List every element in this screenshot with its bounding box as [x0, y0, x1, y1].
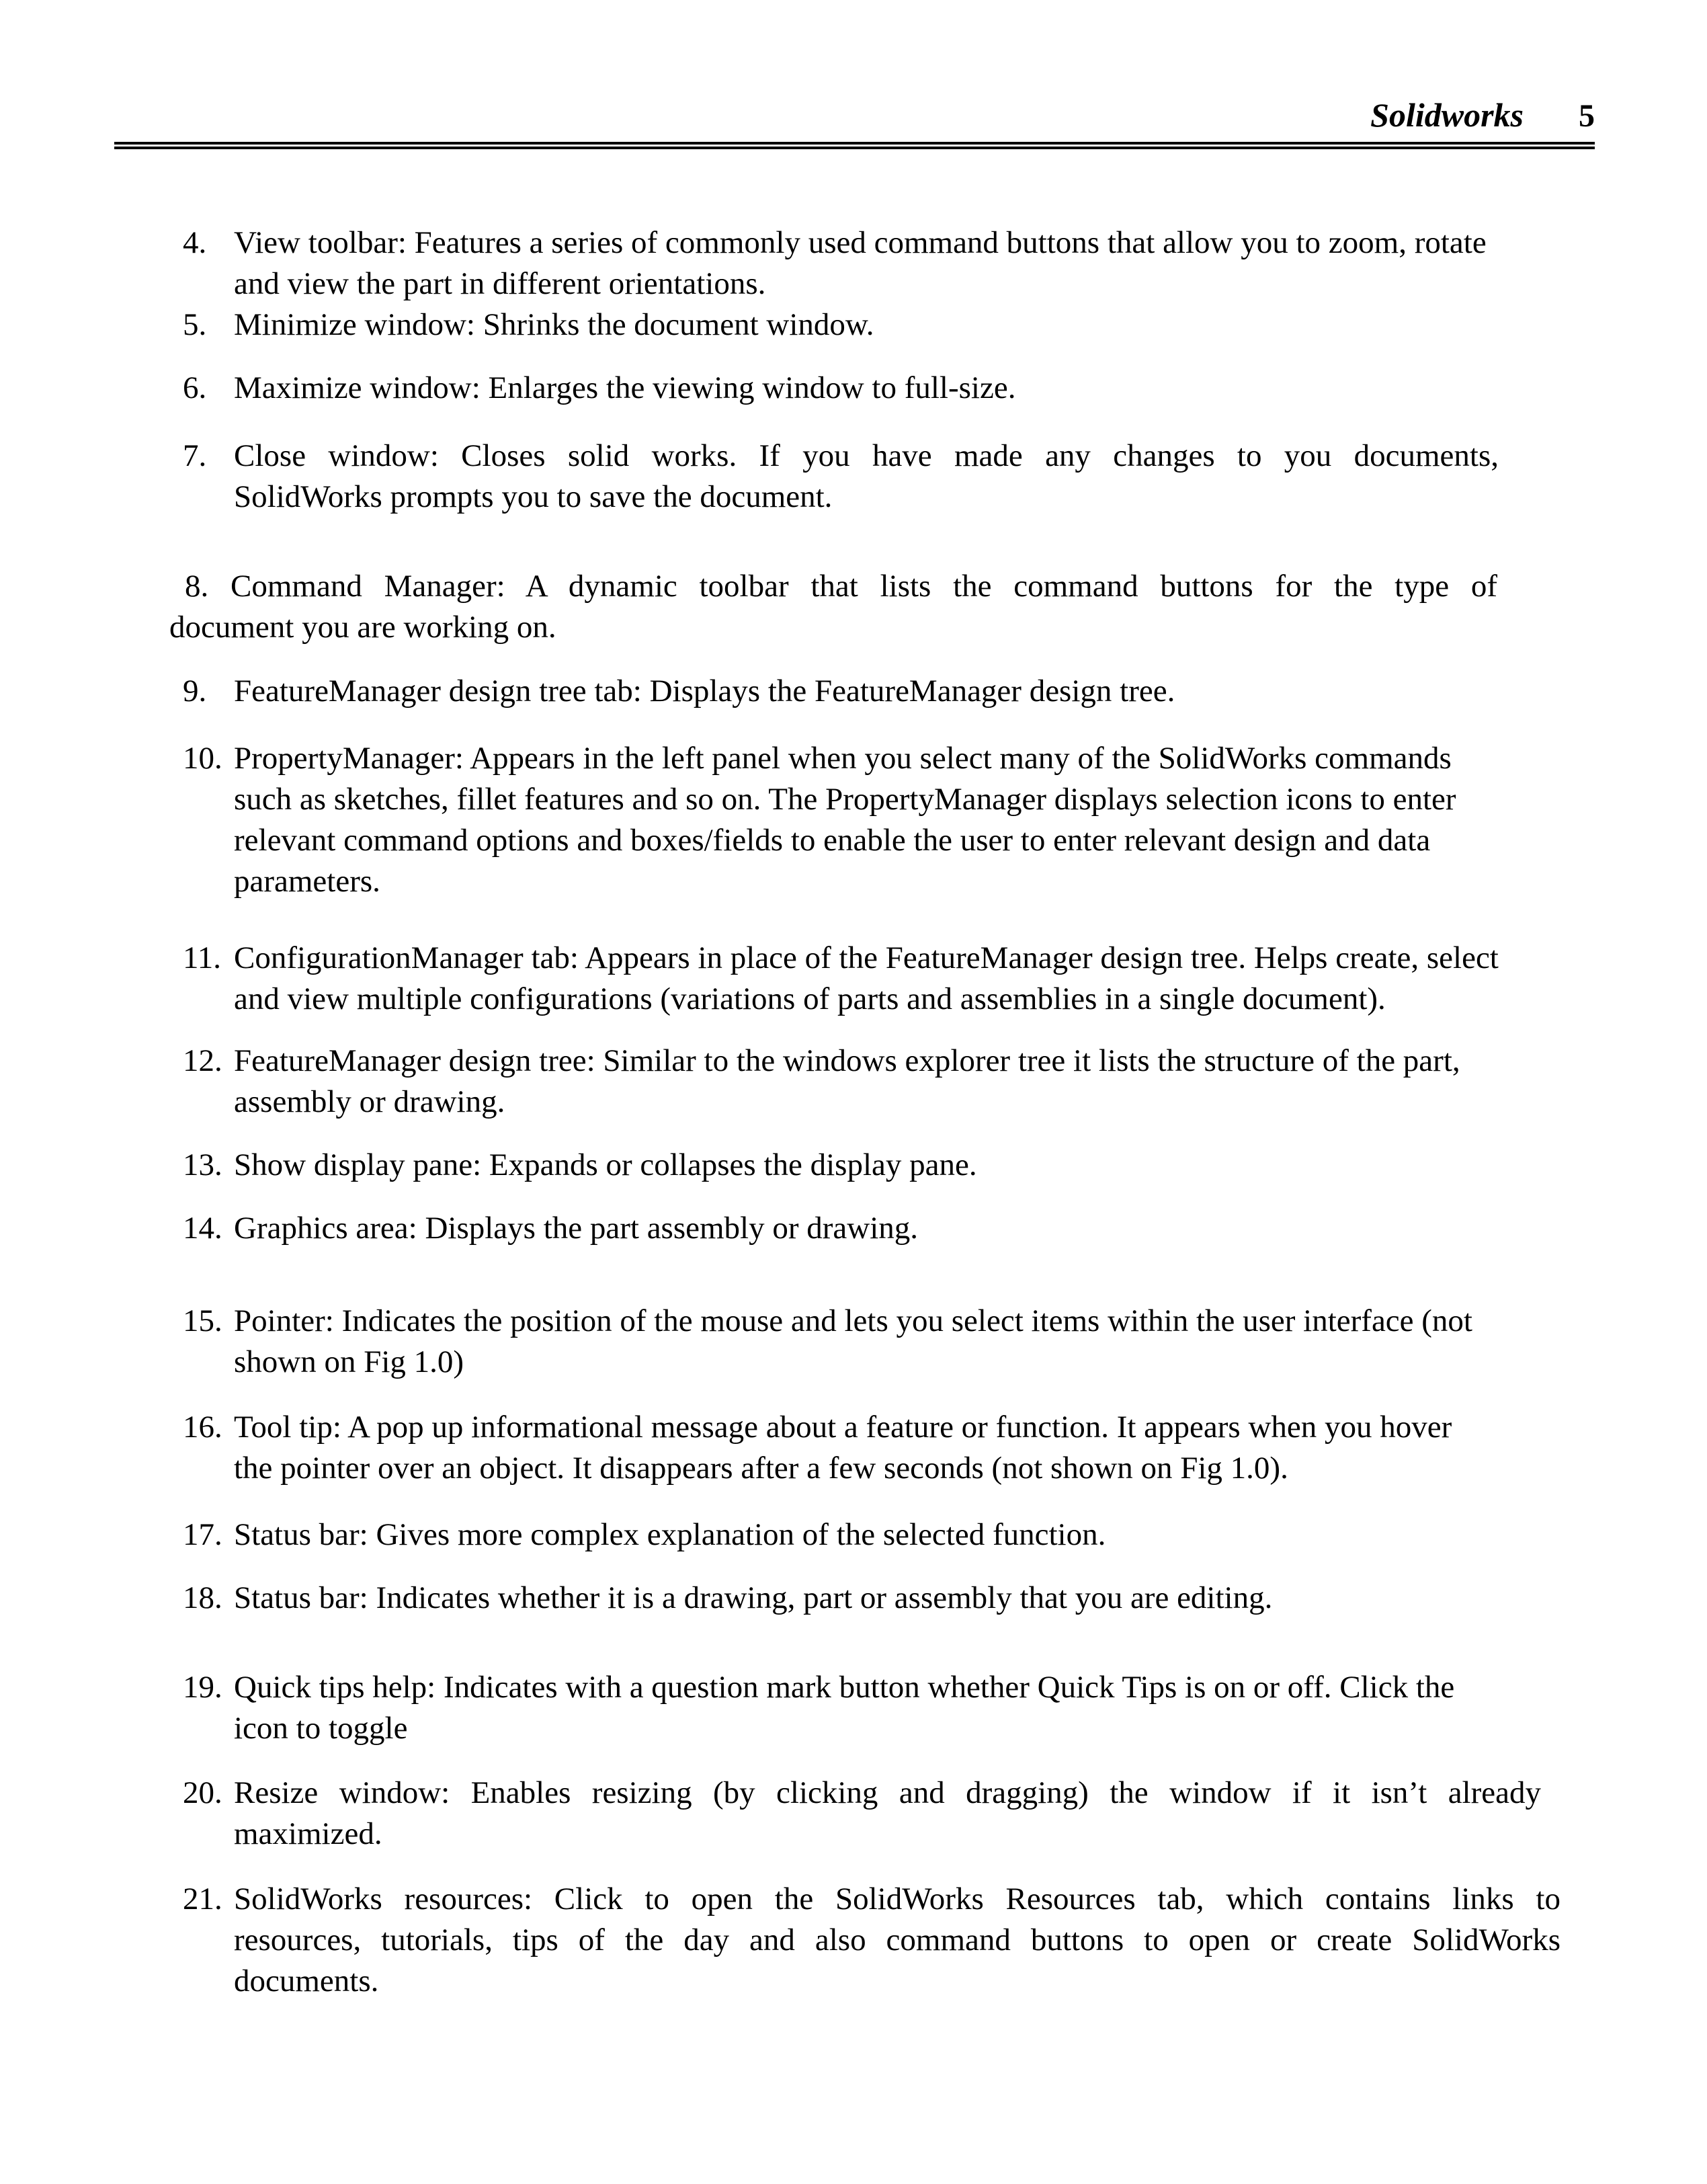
header-page-number: 5	[1579, 98, 1595, 134]
item-text-line: parameters.	[234, 864, 380, 899]
item-text: Close window: Closes solid works. If you have made any changes to you documents,	[234, 438, 1499, 473]
item-text-line	[183, 1667, 1579, 1708]
list-item	[183, 1514, 1579, 1555]
item-text-line	[183, 1145, 1579, 1186]
item-text-line	[183, 738, 1579, 779]
list-item	[183, 1145, 1579, 1186]
list-item	[169, 566, 1497, 648]
item-text: Resize window: Enables resizing (by clicking and dragging) the window if it isn’t already	[234, 1775, 1541, 1810]
item-number: 19.	[183, 1670, 222, 1705]
item-number: 4.	[183, 225, 207, 260]
list-item	[183, 738, 1579, 902]
item-number: 20.	[183, 1775, 222, 1810]
item-text-line: documents.	[234, 1964, 379, 1998]
item-text-line	[183, 1041, 1579, 1082]
item-text-line	[183, 1879, 1560, 1920]
item-number: 13.	[183, 1147, 222, 1182]
item-text-line: document you are working on.	[169, 610, 556, 645]
list-item	[183, 1208, 1579, 1249]
list-item	[183, 223, 1579, 305]
item-text-line: SolidWorks prompts you to save the document.	[234, 479, 833, 514]
item-number: 8.	[185, 569, 209, 604]
item-text-line: shown on Fig 1.0)	[234, 1344, 464, 1379]
item-number: 10.	[183, 741, 222, 776]
item-text-line	[183, 223, 1579, 264]
item-text: Status bar: Indicates whether it is a drawing, part or assembly that you are editing.	[234, 1580, 1273, 1615]
item-text: Command Manager: A dynamic toolbar that lists the command buttons for the type of	[231, 569, 1497, 604]
item-text: Pointer: Indicates the position of the mouse and lets you select items within the user interface (not	[234, 1303, 1472, 1338]
item-text-line	[183, 1301, 1579, 1342]
item-text: Show display pane: Expands or collapses the display pane.	[234, 1147, 977, 1182]
item-number: 6.	[183, 370, 207, 405]
item-text-line	[183, 1208, 1579, 1249]
header-rule	[114, 142, 1595, 149]
item-text: Quick tips help: Indicates with a question mark button whether Quick Tips is on or off. Click the	[234, 1670, 1455, 1705]
item-text-line: and view the part in different orientations.	[234, 266, 766, 301]
item-text: SolidWorks resources: Click to open the SolidWorks Resources tab, which contains links to	[234, 1882, 1560, 1916]
list-item	[183, 436, 1499, 518]
list-item	[183, 305, 1579, 346]
item-text: Status bar: Gives more complex explanation of the selected function.	[234, 1517, 1106, 1552]
item-number: 15.	[183, 1303, 222, 1338]
item-text-line	[169, 566, 1497, 607]
item-number: 18.	[183, 1580, 222, 1615]
item-number: 17.	[183, 1517, 222, 1552]
item-text: Maximize window: Enlarges the viewing window to full-size.	[234, 370, 1016, 405]
item-text: View toolbar: Features a series of commonly used command buttons that allow you to zoom, rotate	[234, 225, 1487, 260]
item-text-line: assembly or drawing.	[234, 1084, 505, 1119]
item-number: 5.	[183, 307, 207, 342]
item-text-line	[183, 671, 1579, 712]
item-text-line: maximized.	[234, 1816, 382, 1851]
item-number: 16.	[183, 1410, 222, 1445]
item-text: ConfigurationManager tab: Appears in place of the FeatureManager design tree. Helps create, select	[234, 940, 1499, 975]
item-text-line: relevant command options and boxes/fields to enable the user to enter relevant design and data	[234, 823, 1431, 858]
item-text-line: the pointer over an object. It disappears after a few seconds (not shown on Fig 1.0).	[234, 1451, 1288, 1486]
list-item	[183, 1301, 1579, 1383]
list-item	[183, 1578, 1579, 1619]
item-text-line	[183, 1578, 1579, 1619]
item-number: 11.	[183, 940, 222, 975]
item-text-line: icon to toggle	[234, 1711, 408, 1746]
list-item	[183, 1879, 1560, 2002]
list-item	[183, 368, 1579, 409]
item-number: 7.	[183, 438, 207, 473]
list-item	[183, 938, 1579, 1020]
page-header	[1370, 98, 1595, 132]
header-title: Solidworks	[1370, 96, 1524, 134]
item-text: Tool tip: A pop up informational message about a feature or function. It appears when you hover	[234, 1410, 1452, 1445]
item-text-line	[183, 368, 1579, 409]
item-number: 14.	[183, 1211, 222, 1246]
item-text-line	[183, 938, 1579, 979]
item-text: FeatureManager design tree: Similar to the windows explorer tree it lists the structure of the part,	[234, 1043, 1460, 1078]
item-text: FeatureManager design tree tab: Displays the FeatureManager design tree.	[234, 674, 1175, 709]
item-text-line	[183, 1407, 1579, 1448]
item-text-line: and view multiple configurations (variations of parts and assemblies in a single document).	[234, 981, 1386, 1016]
item-number: 12.	[183, 1043, 222, 1078]
item-text-line	[183, 1773, 1541, 1814]
list-item	[183, 671, 1579, 712]
item-text: PropertyManager: Appears in the left panel when you select many of the SolidWorks commands	[234, 741, 1452, 776]
numbered-list	[0, 223, 1707, 2002]
item-text-line	[183, 1514, 1579, 1555]
list-item	[183, 1041, 1579, 1123]
item-text: Graphics area: Displays the part assembly or drawing.	[234, 1211, 919, 1246]
list-item	[183, 1407, 1579, 1489]
list-item	[183, 1773, 1541, 1855]
item-text: Minimize window: Shrinks the document window.	[234, 307, 874, 342]
item-text-line	[183, 305, 1579, 346]
item-text-line: resources, tutorials, tips of the day and also command buttons to open or create SolidWorks	[234, 1923, 1560, 1957]
item-text-line	[183, 436, 1499, 477]
item-number: 9.	[183, 674, 207, 709]
item-text-line: such as sketches, fillet features and so on. The PropertyManager displays selection icons to enter	[234, 782, 1456, 817]
item-number: 21.	[183, 1882, 222, 1916]
list-item	[183, 1667, 1579, 1749]
